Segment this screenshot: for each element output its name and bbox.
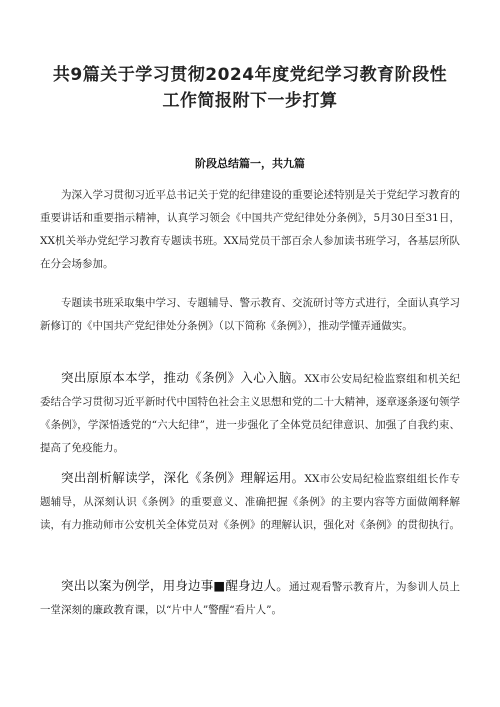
paragraph-5 [40, 574, 460, 622]
paragraph-4-text: XX市公安局纪检监察组组长作专题辅导，从深刻认识《条例》的重要意义、准确把握《条例》的主要内容等方面做阐释解读，有力推动师市公安机关全体党员对《条例》的理解认识，强化对《条例》的贯彻执行。 [40, 473, 460, 531]
title-line-2: 工作简报附下一步打算 [162, 91, 338, 111]
paragraph-4 [40, 466, 460, 537]
paragraph-4-lead: 突出剖析解读学，深化《条例》理解运用。 [61, 470, 305, 485]
document-title [30, 62, 470, 114]
paragraph-5-text: 通过观看警示教育片，为参训人员上一堂深刻的廉政教育课，以“片中人”警醒“看片人”。 [40, 581, 461, 616]
paragraph-5-lead: 突出以案为例学，用身边事■醒身边人。 [61, 578, 289, 593]
section-heading: 阶段总结篇一，共九篇 [195, 157, 305, 170]
paragraph-3 [40, 366, 460, 460]
paragraph-2 [40, 290, 460, 338]
title-line-1: 共9篇关于学习贯彻2024年度党纪学习教育阶段性 [52, 65, 448, 85]
paragraph-3-lead: 突出原原本本学，推动《条例》入心入脑。 [61, 370, 305, 385]
paragraph-2-text: 专题读书班采取集中学习、专题辅导、警示教育、交流研讨等方式进行，全面认真学习新修订的《中国共产党纪律处分条例》（以下简称《条例》），推动学懂弄通做实。 [40, 297, 460, 332]
paragraph-3-text: XX市公安局纪检监察组和机关纪委结合学习贯彻习近平新时代中国特色社会主义思想和党的二十大精神，逐章逐条逐句领学《条例》，学深悟透党的“六大纪律”，进一步强化了全体党员纪律意识、加强了自我约束、提高了免疫能力。 [40, 373, 460, 454]
paragraph-1-text: 为深入学习贯彻习近平总书记关于党的纪律建设的重要论述特别是关于党纪学习教育的重要讲话和重要指示精神，认真学习领会《中国共产党纪律处分条例》，5月30日至31日，XX机关举办党纪学习教育专题读书班。XX局党员干部百余人参加读书班学习，各基层所队在分会场参加。 [40, 189, 460, 270]
paragraph-1 [40, 182, 460, 276]
